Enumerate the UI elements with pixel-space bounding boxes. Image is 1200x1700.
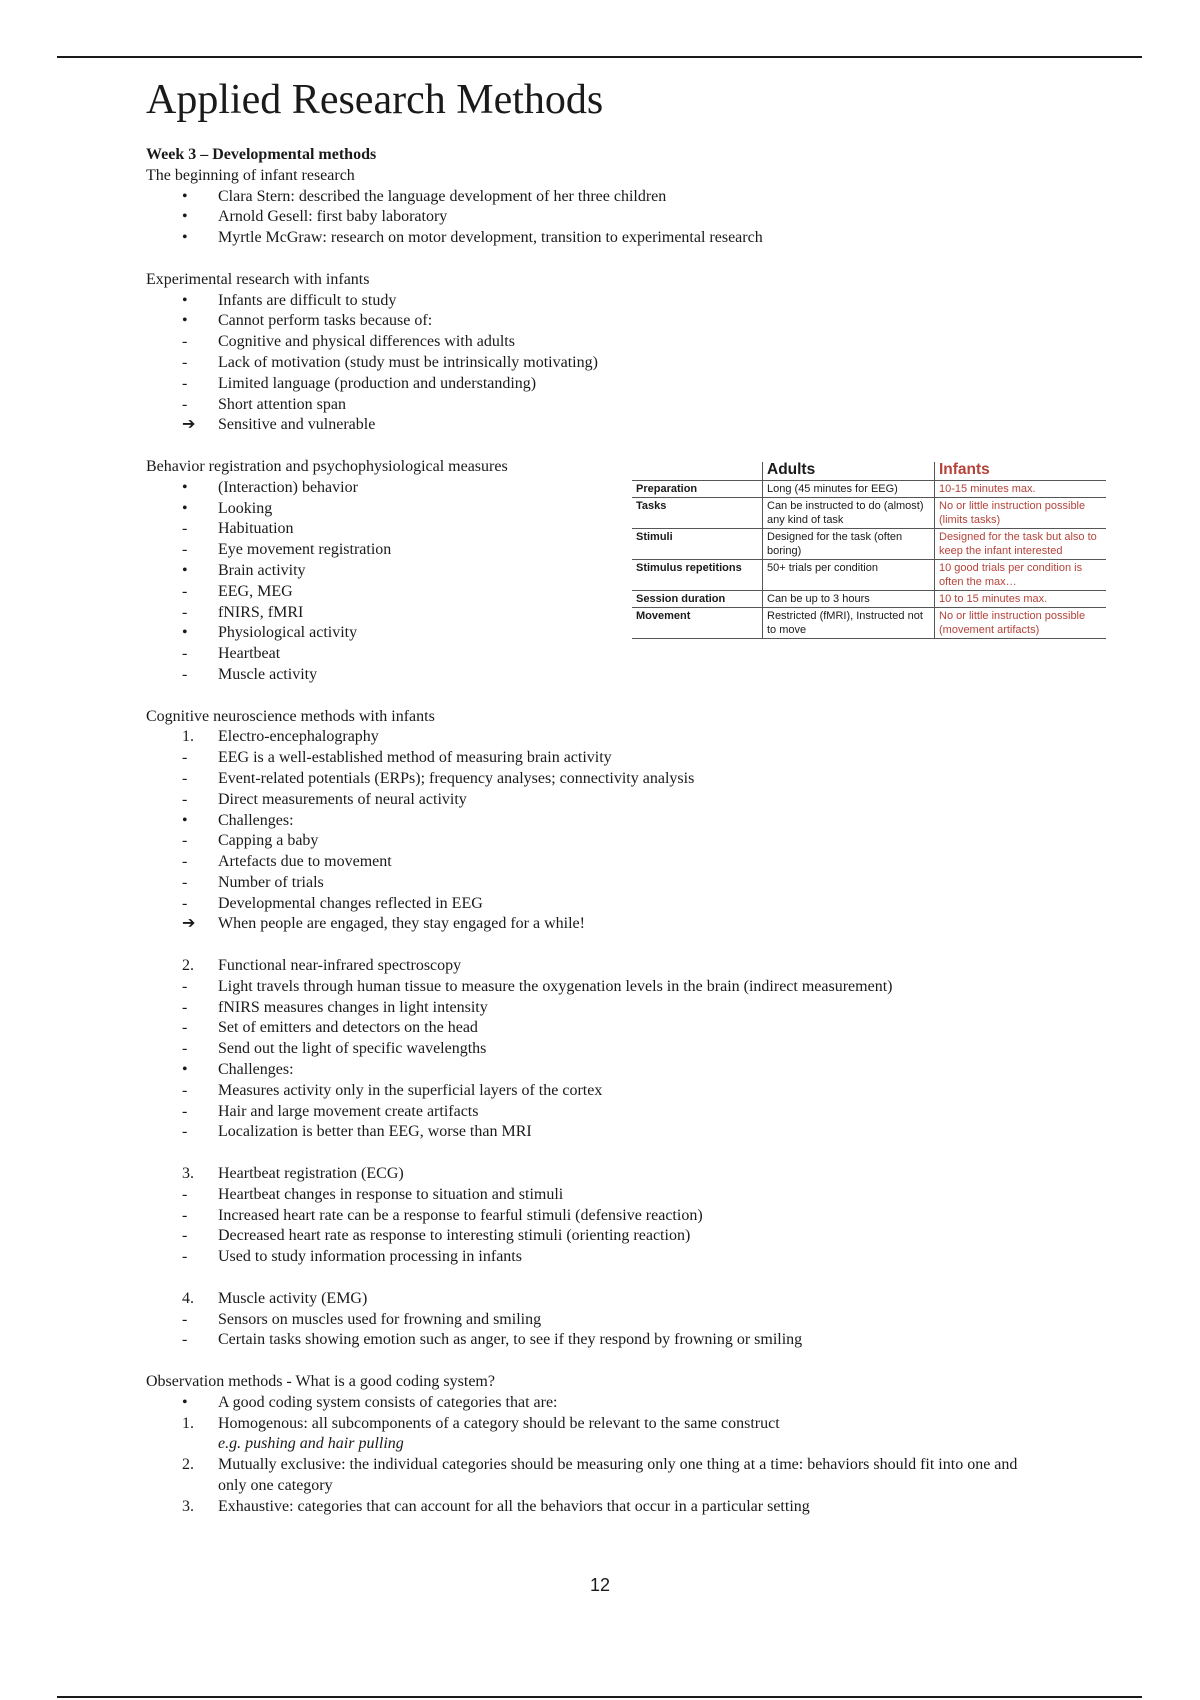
- section-heading: Week 3 – Developmental methods: [146, 146, 377, 163]
- list-item: - Number of trials: [182, 873, 324, 891]
- list-item: • Arnold Gesell: first baby laboratory: [182, 208, 448, 226]
- list-item: - Heartbeat: [182, 645, 281, 663]
- list-item: - Hair and large movement create artifacts: [182, 1102, 479, 1120]
- row-label: Stimuli: [636, 531, 673, 543]
- list-item: - Limited language (production and understanding): [182, 374, 537, 392]
- top-rule: [57, 56, 1142, 58]
- list-item: - Capping a baby: [182, 832, 319, 850]
- list-item: 1. Electro-encephalography: [182, 728, 379, 746]
- table-row: [632, 560, 1106, 591]
- infants-cell: 10 to 15 minutes max.: [935, 591, 1107, 608]
- list-item: • A good coding system consists of categories that are:: [182, 1393, 558, 1411]
- list-item: • Brain activity: [182, 561, 306, 579]
- ecg-list: [146, 1164, 1146, 1268]
- table-row: [632, 529, 1106, 560]
- list-item: • Cannot perform tasks because of:: [182, 312, 433, 330]
- row-label: Movement: [636, 610, 691, 622]
- table-row: [632, 498, 1106, 529]
- page-number: 12: [589, 1575, 611, 1595]
- list-item: • Physiological activity: [182, 624, 358, 642]
- adults-cell: Can be instructed to do (almost) any kind of task: [763, 498, 935, 529]
- list-item: - Cognitive and physical differences with adults: [182, 333, 515, 351]
- fnirs-list: [146, 956, 1146, 1143]
- list-item: - Decreased heart rate as response to interesting stimuli (orienting reaction): [182, 1227, 691, 1245]
- list-item: - Sensors on muscles used for frowning and smiling: [182, 1310, 542, 1328]
- table-header-row: [632, 462, 1106, 481]
- section-heading: Experimental research with infants: [146, 270, 370, 288]
- list-item: 3. Exhaustive: categories that can account for all the behaviors that occur in a particular setting: [182, 1497, 810, 1515]
- infants-cell: Designed for the task but also to keep the infant interested: [935, 529, 1107, 560]
- list-item: ➔ When people are engaged, they stay engaged for a while!: [182, 915, 585, 933]
- eeg-list: [146, 727, 1146, 935]
- list-item: - Light travels through human tissue to measure the oxygenation levels in the brain (indirect measurement): [182, 977, 893, 995]
- list-item: - Muscle activity: [182, 665, 318, 683]
- list-item: - Used to study information processing in infants: [182, 1248, 522, 1266]
- list-item: - Increased heart rate can be a response to fearful stimuli (defensive reaction): [182, 1206, 703, 1224]
- list-item: - Event-related potentials (ERPs); frequency analyses; connectivity analysis: [182, 769, 695, 787]
- list-item: 1. Homogenous: all subcomponents of a category should be relevant to the same construct: [182, 1414, 780, 1432]
- row-label: Preparation: [636, 483, 698, 495]
- list-item: • Challenges:: [182, 1061, 294, 1079]
- coding-list: [146, 1393, 1146, 1518]
- list-item: - Heartbeat changes in response to situation and stimuli: [182, 1185, 564, 1203]
- table-row: [632, 591, 1106, 608]
- list-item: • Clara Stern: described the language development of her three children: [182, 187, 667, 205]
- list-item: 2. Mutually exclusive: the individual categories should be measuring only one thing at a time: behaviors should fit into one and only one category: [182, 1456, 1018, 1494]
- comparison-table: [632, 462, 1106, 639]
- experimental-list: [146, 291, 1146, 437]
- list-item: - Eye movement registration: [182, 541, 392, 559]
- list-item: - fNIRS measures changes in light intensity: [182, 998, 488, 1016]
- list-item: - EEG, MEG: [182, 582, 293, 600]
- section-heading: Behavior registration and psychophysiological measures: [146, 457, 508, 475]
- header-cell: [632, 462, 763, 481]
- list-item: - Short attention span: [182, 395, 346, 413]
- list-item: - Measures activity only in the superficial layers of the cortex: [182, 1081, 603, 1099]
- row-label: Stimulus repetitions: [636, 562, 742, 574]
- list-item: - Direct measurements of neural activity: [182, 790, 467, 808]
- list-item: • Myrtle McGraw: research on motor development, transition to experimental research: [182, 229, 763, 247]
- adults-cell: 50+ trials per condition: [763, 560, 935, 591]
- infants-cell: 10-15 minutes max.: [935, 481, 1107, 498]
- infants-cell: No or little instruction possible (movement artifacts): [935, 608, 1107, 639]
- list-item: - fNIRS, fMRI: [182, 603, 304, 621]
- list-item: • Infants are difficult to study: [182, 291, 397, 309]
- section-heading: Cognitive neuroscience methods with infants: [146, 707, 435, 725]
- row-label: Tasks: [636, 500, 667, 512]
- example-text: e.g. pushing and hair pulling: [218, 1435, 404, 1453]
- list-item: - Lack of motivation (study must be intrinsically motivating): [182, 353, 598, 371]
- list-item: • Challenges:: [182, 811, 294, 829]
- list-item: • Looking: [182, 499, 273, 517]
- header-cell-infants: Infants: [935, 462, 1107, 481]
- list-item: ➔ Sensitive and vulnerable: [182, 416, 376, 434]
- section-subheading: The beginning of infant research: [146, 166, 355, 184]
- list-item: - Artefacts due to movement: [182, 853, 392, 871]
- list-item: - Set of emitters and detectors on the head: [182, 1019, 478, 1037]
- document-body: [146, 145, 1146, 1518]
- header-cell-adults: Adults: [763, 462, 935, 481]
- row-label: Session duration: [636, 593, 726, 605]
- list-item: • (Interaction) behavior: [182, 478, 358, 496]
- list-item: - Habituation: [182, 520, 294, 538]
- list-item: - Certain tasks showing emotion such as anger, to see if they respond by frowning or smiling: [182, 1331, 803, 1349]
- adults-cell: Long (45 minutes for EEG): [763, 481, 935, 498]
- list-item: 4. Muscle activity (EMG): [182, 1289, 368, 1307]
- bottom-rule: [57, 1696, 1142, 1698]
- list-item: - Send out the light of specific wavelengths: [182, 1040, 487, 1058]
- list-item: - Localization is better than EEG, worse than MRI: [182, 1123, 532, 1141]
- page-title: Applied Research Methods: [146, 77, 604, 123]
- list-item: 3. Heartbeat registration (ECG): [182, 1165, 404, 1183]
- list-item: - EEG is a well-established method of measuring brain activity: [182, 749, 612, 767]
- list-item: - Developmental changes reflected in EEG: [182, 894, 483, 912]
- adults-cell: Can be up to 3 hours: [763, 591, 935, 608]
- section-heading: Observation methods - What is a good coding system?: [146, 1373, 495, 1391]
- emg-list: [146, 1289, 1146, 1351]
- adults-cell: Designed for the task (often boring): [763, 529, 935, 560]
- infants-cell: No or little instruction possible (limits tasks): [935, 498, 1107, 529]
- table-row: [632, 608, 1106, 639]
- adults-cell: Restricted (fMRI), Instructed not to move: [763, 608, 935, 639]
- infants-cell: 10 good trials per condition is often the max…: [935, 560, 1107, 591]
- table-row: [632, 481, 1106, 498]
- list-item: 2. Functional near-infrared spectroscopy: [182, 957, 462, 975]
